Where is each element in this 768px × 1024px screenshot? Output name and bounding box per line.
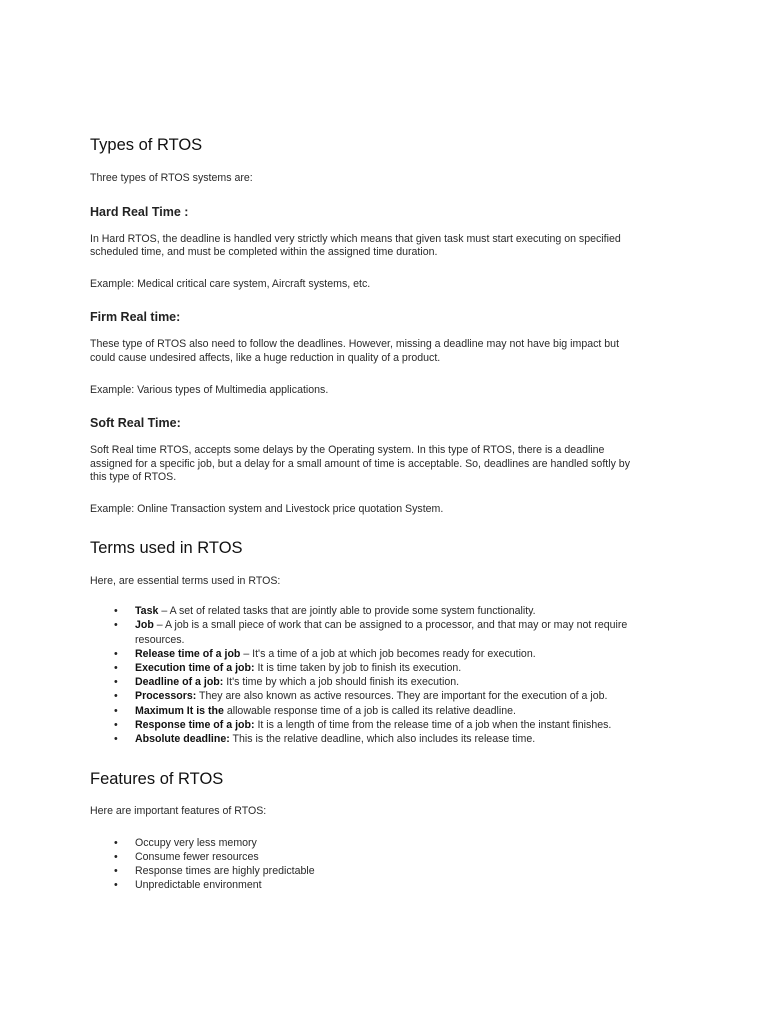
- soft-description: [90, 444, 680, 485]
- hard-heading: Hard Real Time :: [90, 204, 189, 219]
- bullet-icon: •: [114, 836, 118, 849]
- term-description: – It's a time of a job at which job becomes ready for execution.: [240, 647, 536, 660]
- bullet-icon: •: [114, 676, 118, 689]
- soft-desc-line: this type of RTOS.: [90, 471, 177, 484]
- feature-text: Unpredictable environment: [135, 879, 262, 892]
- bullet-icon: •: [114, 865, 118, 878]
- list-item: [114, 675, 680, 689]
- term-description: – A job is a small piece of work that can be assigned to a processor, and that may or may not require: [153, 619, 628, 632]
- terms-list: [90, 604, 680, 746]
- list-item: [114, 836, 680, 850]
- hard-example: Example: Medical critical care system, Aircraft systems, etc.: [90, 277, 371, 290]
- soft-desc-line: Soft Real time RTOS, accepts some delays by the Operating system. In this type of RTOS, there is a deadline: [90, 444, 605, 457]
- types-intro: Three types of RTOS systems are:: [90, 172, 253, 184]
- soft-example: Example: Online Transaction system and Livestock price quotation System.: [90, 502, 444, 515]
- feature-text: Occupy very less memory: [135, 836, 257, 849]
- term-name: Execution time of a job:: [135, 661, 255, 674]
- feature-text: Response times are highly predictable: [135, 865, 315, 878]
- bullet-icon: •: [114, 619, 118, 632]
- hard-desc-line: In Hard RTOS, the deadline is handled very strictly which means that given task must start executing on specified: [90, 232, 621, 245]
- term-description: – A set of related tasks that are jointly able to provide some system functionality.: [158, 605, 536, 618]
- bullet-icon: •: [114, 690, 118, 703]
- firm-desc-line: could cause undesired affects, like a huge reduction in quality of a product.: [90, 351, 441, 364]
- list-item: [114, 604, 680, 618]
- bullet-icon: •: [114, 732, 118, 745]
- list-item: [114, 689, 680, 703]
- list-item: [114, 878, 680, 892]
- list-item: [114, 864, 680, 878]
- bullet-icon: •: [114, 850, 118, 863]
- term-name: Job: [135, 619, 154, 632]
- list-item: [114, 618, 680, 646]
- bullet-icon: •: [114, 605, 118, 618]
- bullet-icon: •: [114, 661, 118, 674]
- list-item: [114, 661, 680, 675]
- soft-desc-line: assigned for a specific job, but a delay for a small amount of time is acceptable. So, deadlines are handled softly by: [90, 457, 630, 470]
- feature-text: Consume fewer resources: [135, 850, 259, 863]
- term-description-cont: resources.: [135, 633, 185, 646]
- terms-heading: Terms used in RTOS: [90, 538, 243, 557]
- list-item: [114, 850, 680, 864]
- firm-description: [90, 338, 680, 365]
- hard-description: [90, 233, 680, 260]
- firm-desc-line: These type of RTOS also need to follow the deadlines. However, missing a deadline may not have big impact but: [90, 338, 620, 351]
- list-item: [114, 732, 680, 746]
- term-name: Response time of a job:: [135, 718, 255, 731]
- term-description: It is time taken by job to finish its execution.: [254, 661, 462, 674]
- features-heading: Features of RTOS: [90, 770, 224, 789]
- firm-heading: Firm Real time:: [90, 310, 181, 325]
- list-item: [114, 704, 680, 718]
- term-description: This is the relative deadline, which also includes its release time.: [229, 732, 536, 745]
- document-page: [90, 134, 680, 893]
- list-item: [114, 718, 680, 732]
- term-name: Absolute deadline:: [135, 732, 230, 745]
- term-description: allowable response time of a job is called its relative deadline.: [223, 704, 516, 717]
- term-description: They are also known as active resources. They are important for the execution of a job.: [196, 690, 608, 703]
- list-item: [114, 647, 680, 661]
- firm-example: Example: Various types of Multimedia applications.: [90, 383, 329, 396]
- term-name: Processors:: [135, 690, 197, 703]
- term-name: Deadline of a job:: [135, 676, 224, 689]
- hard-desc-line: scheduled time, and must be completed within the assigned time duration.: [90, 246, 438, 259]
- bullet-icon: •: [114, 647, 118, 660]
- term-name: Maximum It is the: [135, 704, 224, 717]
- bullet-icon: •: [114, 879, 118, 892]
- term-description: It is a length of time from the release time of a job when the instant finishes.: [254, 718, 612, 731]
- types-heading: Types of RTOS: [90, 136, 203, 154]
- soft-heading: Soft Real Time:: [90, 416, 181, 431]
- features-intro: Here are important features of RTOS:: [90, 805, 267, 818]
- features-list: [90, 836, 680, 893]
- bullet-icon: •: [114, 718, 118, 731]
- term-name: Release time of a job: [135, 647, 241, 660]
- term-name: Task: [135, 605, 159, 618]
- terms-intro: Here, are essential terms used in RTOS:: [90, 574, 281, 587]
- bullet-icon: •: [114, 704, 118, 717]
- term-description: It's time by which a job should finish its execution.: [223, 676, 460, 689]
